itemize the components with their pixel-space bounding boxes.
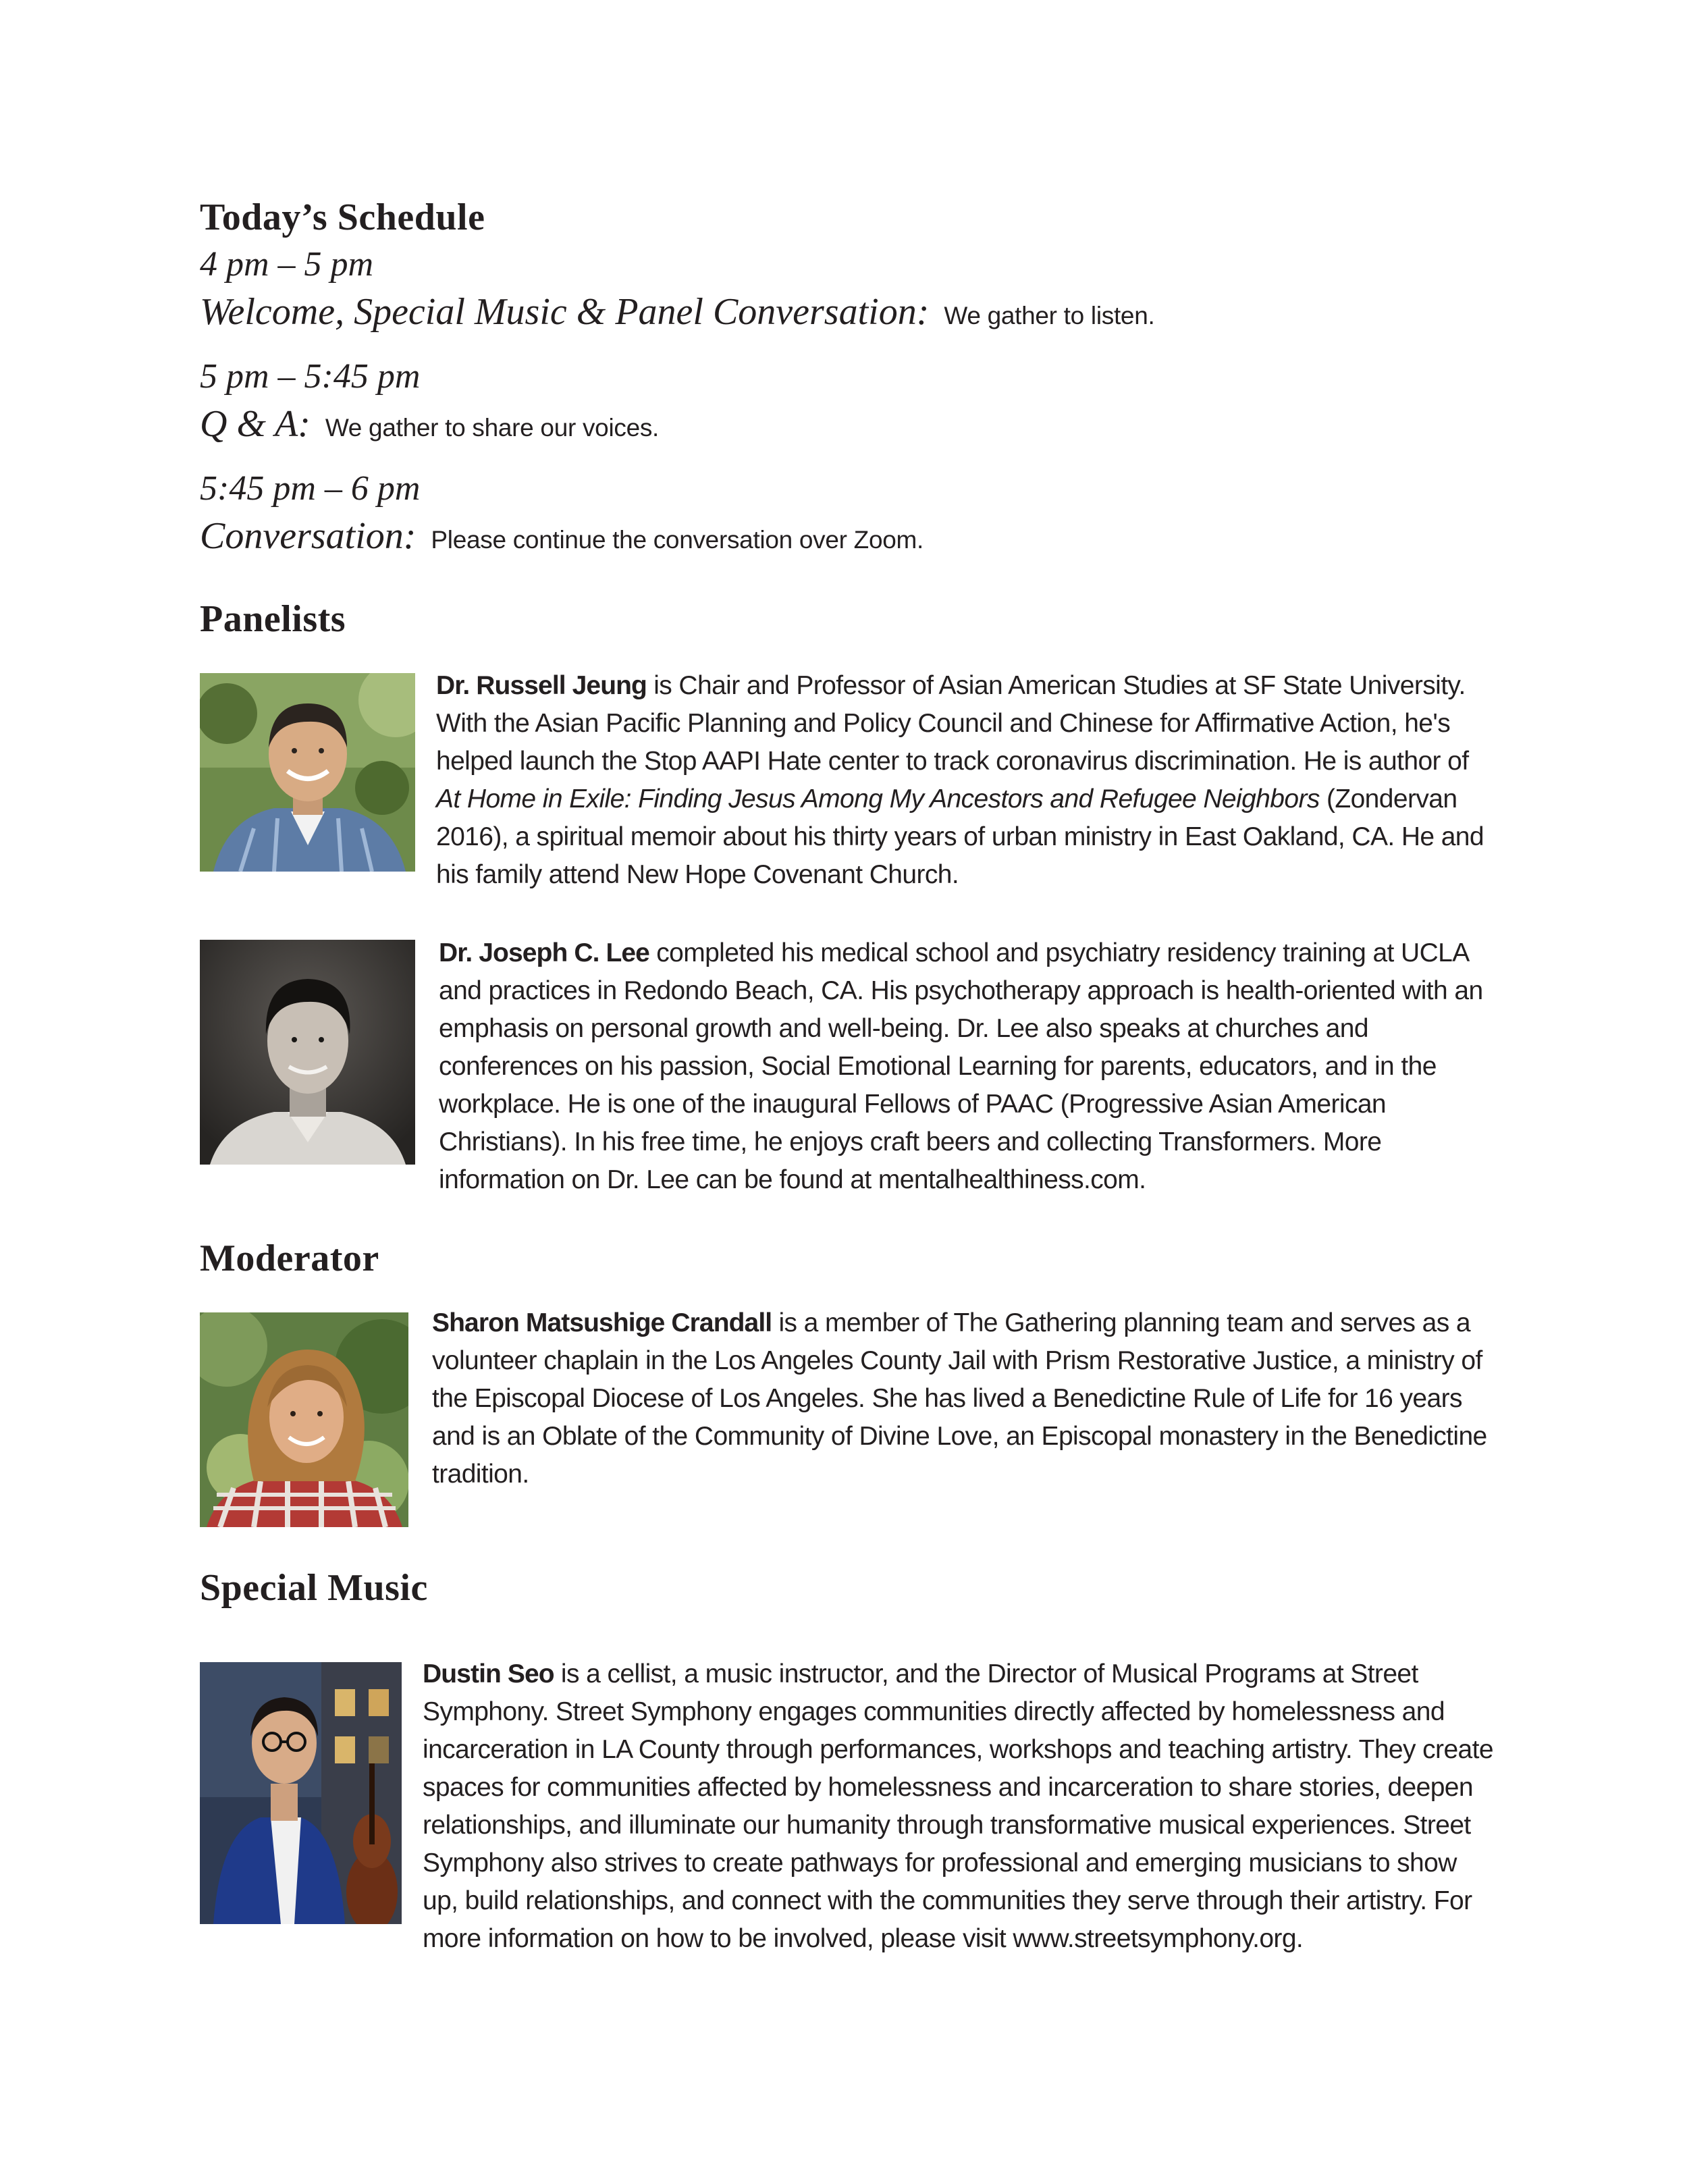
russell-jeung-bio bbox=[436, 667, 1489, 894]
schedule-label-1: Welcome, Special Music & Panel Conversation: bbox=[200, 291, 930, 333]
dustin-seo-photo bbox=[200, 1662, 402, 1924]
schedule-event-1 bbox=[200, 290, 1154, 334]
schedule-time-1: 4 pm – 5 pm bbox=[200, 245, 374, 284]
sharon-crandall-name: Sharon Matsushige Crandall bbox=[432, 1308, 772, 1337]
sharon-crandall-bio-text: is a member of The Gathering planning team and serves as a volunteer chaplain in the Los Angeles County Jail with Prism Restorative Justice, a ministry of the Episcopal Diocese of Los Angeles. She has lived a Benedictine Rule of Life for 16 years and is an Oblate of the Community of Divine Love, an Episcopal monastery in the Benedictine tradition. bbox=[432, 1308, 1487, 1489]
schedule-label-2: Q & A: bbox=[200, 403, 311, 445]
schedule-time-2: 5 pm – 5:45 pm bbox=[200, 357, 421, 396]
joseph-lee-bio-text: completed his medical school and psychiatry residency training at UCLA and practices in Redondo Beach, CA. His psychotherapy approach is health-oriented with an emphasis on personal growth and well-being. Dr. Lee also speaks at churches and conferences on his passion, Social Emotional Learning for parents, educators, and in the workplace. He is one of the inaugural Fellows of PAAC (Progressive Asian American Christians). In his free time, he enjoys craft beers and collecting Transformers. More information on Dr. Lee can be found at mentalhealthiness.com. bbox=[439, 938, 1483, 1194]
schedule-desc-1: We gather to listen. bbox=[944, 302, 1155, 329]
dustin-seo-bio-text: is a cellist, a music instructor, and the Director of Musical Programs at Street Symphony. Street Symphony engages communities directly affected by homelessness and incarceration in LA County through performances, workshops and teaching artistry. They create spaces for communities affected by homelessness and incarceration to share stories, deepen relationships, and illuminate our humanity through transformative musical experiences. Street Symphony also strives to create pathways for professional and emerging musicians to show up, build relationships, and connect with the communities they serve through their artistry. For more information on how to be involved, please visit www.streetsymphony.org. bbox=[423, 1659, 1493, 1953]
russell-jeung-bio-text: is Chair and Professor of Asian American Studies at SF State University. With the Asian Pacific Planning and Policy Council and Chinese for Affirmative Action, he's helped launch the Stop AAPI Hate center to track coronavirus discrimination. He is author of bbox=[436, 671, 1469, 776]
schedule-desc-3: Please continue the conversation over Zoom. bbox=[431, 526, 923, 554]
schedule-desc-2: We gather to share our voices. bbox=[325, 414, 660, 442]
russell-jeung-photo bbox=[200, 673, 415, 872]
dustin-seo-bio bbox=[423, 1655, 1496, 1958]
schedule-time-3: 5:45 pm – 6 pm bbox=[200, 469, 421, 508]
russell-jeung-name: Dr. Russell Jeung bbox=[436, 671, 647, 700]
schedule-event-3 bbox=[200, 514, 923, 558]
dustin-seo-name: Dustin Seo bbox=[423, 1659, 554, 1688]
moderator-heading: Moderator bbox=[200, 1237, 379, 1279]
joseph-lee-bio bbox=[439, 934, 1492, 1199]
schedule-label-3: Conversation: bbox=[200, 515, 417, 557]
joseph-lee-photo bbox=[200, 940, 415, 1165]
schedule-heading: Today’s Schedule bbox=[200, 196, 485, 238]
russell-jeung-book-title: At Home in Exile: Finding Jesus Among My Ancestors and Refugee Neighbors bbox=[436, 784, 1320, 814]
joseph-lee-name: Dr. Joseph C. Lee bbox=[439, 938, 649, 967]
panelists-heading: Panelists bbox=[200, 598, 346, 640]
sharon-crandall-bio bbox=[432, 1304, 1492, 1493]
sharon-crandall-photo bbox=[200, 1312, 408, 1527]
special-music-heading: Special Music bbox=[200, 1567, 428, 1609]
schedule-event-2 bbox=[200, 402, 659, 446]
russell-jeung-bio-text-2: (Zondervan 2016), a spiritual memoir about his thirty years of urban ministry in East Oakland, CA. He and his family attend New Hope Covenant Church. bbox=[436, 784, 1484, 889]
